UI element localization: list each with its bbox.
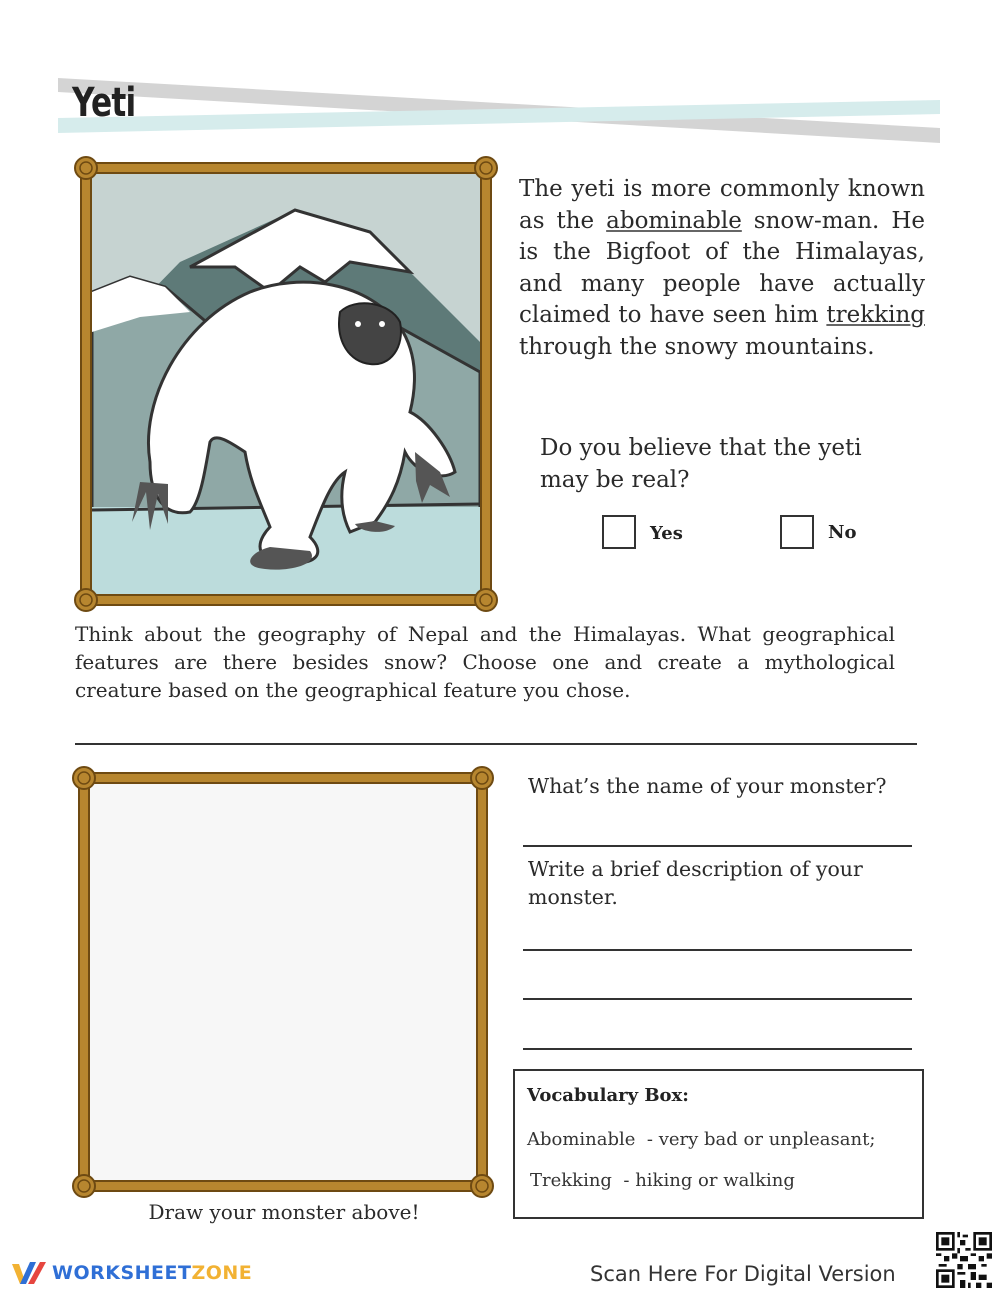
scan-caption: Scan Here For Digital Version: [590, 1262, 896, 1286]
header-stripes: [0, 0, 1000, 160]
description-answer-line-1[interactable]: [523, 949, 912, 951]
description-answer-line-2[interactable]: [523, 998, 912, 1000]
intro-paragraph: The yeti is more commonly known as the abominable snow-man. He is the Bigfoot of the Himalayas, and many people have actually claimed to have seen him trekking through the snowy mountains.: [519, 176, 925, 360]
monster-name-question: What’s the name of your monster?: [528, 774, 887, 798]
worksheetzone-logo-icon: [10, 1260, 50, 1288]
yeti-illustration: [70, 152, 502, 616]
vocab-word-abominable: abominable: [606, 207, 742, 234]
yes-checkbox[interactable]: [602, 515, 636, 549]
vocab-item-trekking: Trekking - hiking or walking: [530, 1170, 795, 1191]
geography-prompt: Think about the geography of Nepal and the Himalayas. What geographical features are there besides snow? Choose one and create a mythological creature based on the geographical feature you chose.: [75, 622, 895, 702]
no-checkbox[interactable]: [780, 515, 814, 549]
monster-name-answer-line[interactable]: [523, 845, 912, 847]
vocab-item-abominable: Abominable - very bad or unpleasant;: [527, 1129, 876, 1150]
drawing-area[interactable]: [68, 762, 498, 1202]
page-title: Yeti: [72, 80, 136, 126]
no-label: No: [828, 522, 857, 543]
belief-question: Do you believe that the yeti may be real?: [540, 435, 862, 493]
divider-line: [75, 743, 917, 745]
qr-code-icon[interactable]: [936, 1232, 992, 1288]
worksheetzone-brand[interactable]: WORKSHEETZONE: [52, 1262, 253, 1284]
vocab-word-trekking: trekking: [826, 302, 925, 328]
vocab-title: Vocabulary Box:: [527, 1085, 689, 1106]
drawing-caption: Draw your monster above!: [148, 1200, 420, 1224]
description-answer-line-3[interactable]: [523, 1048, 912, 1050]
monster-description-prompt: Write a brief description of your monster.: [528, 857, 863, 909]
yes-label: Yes: [650, 523, 683, 544]
